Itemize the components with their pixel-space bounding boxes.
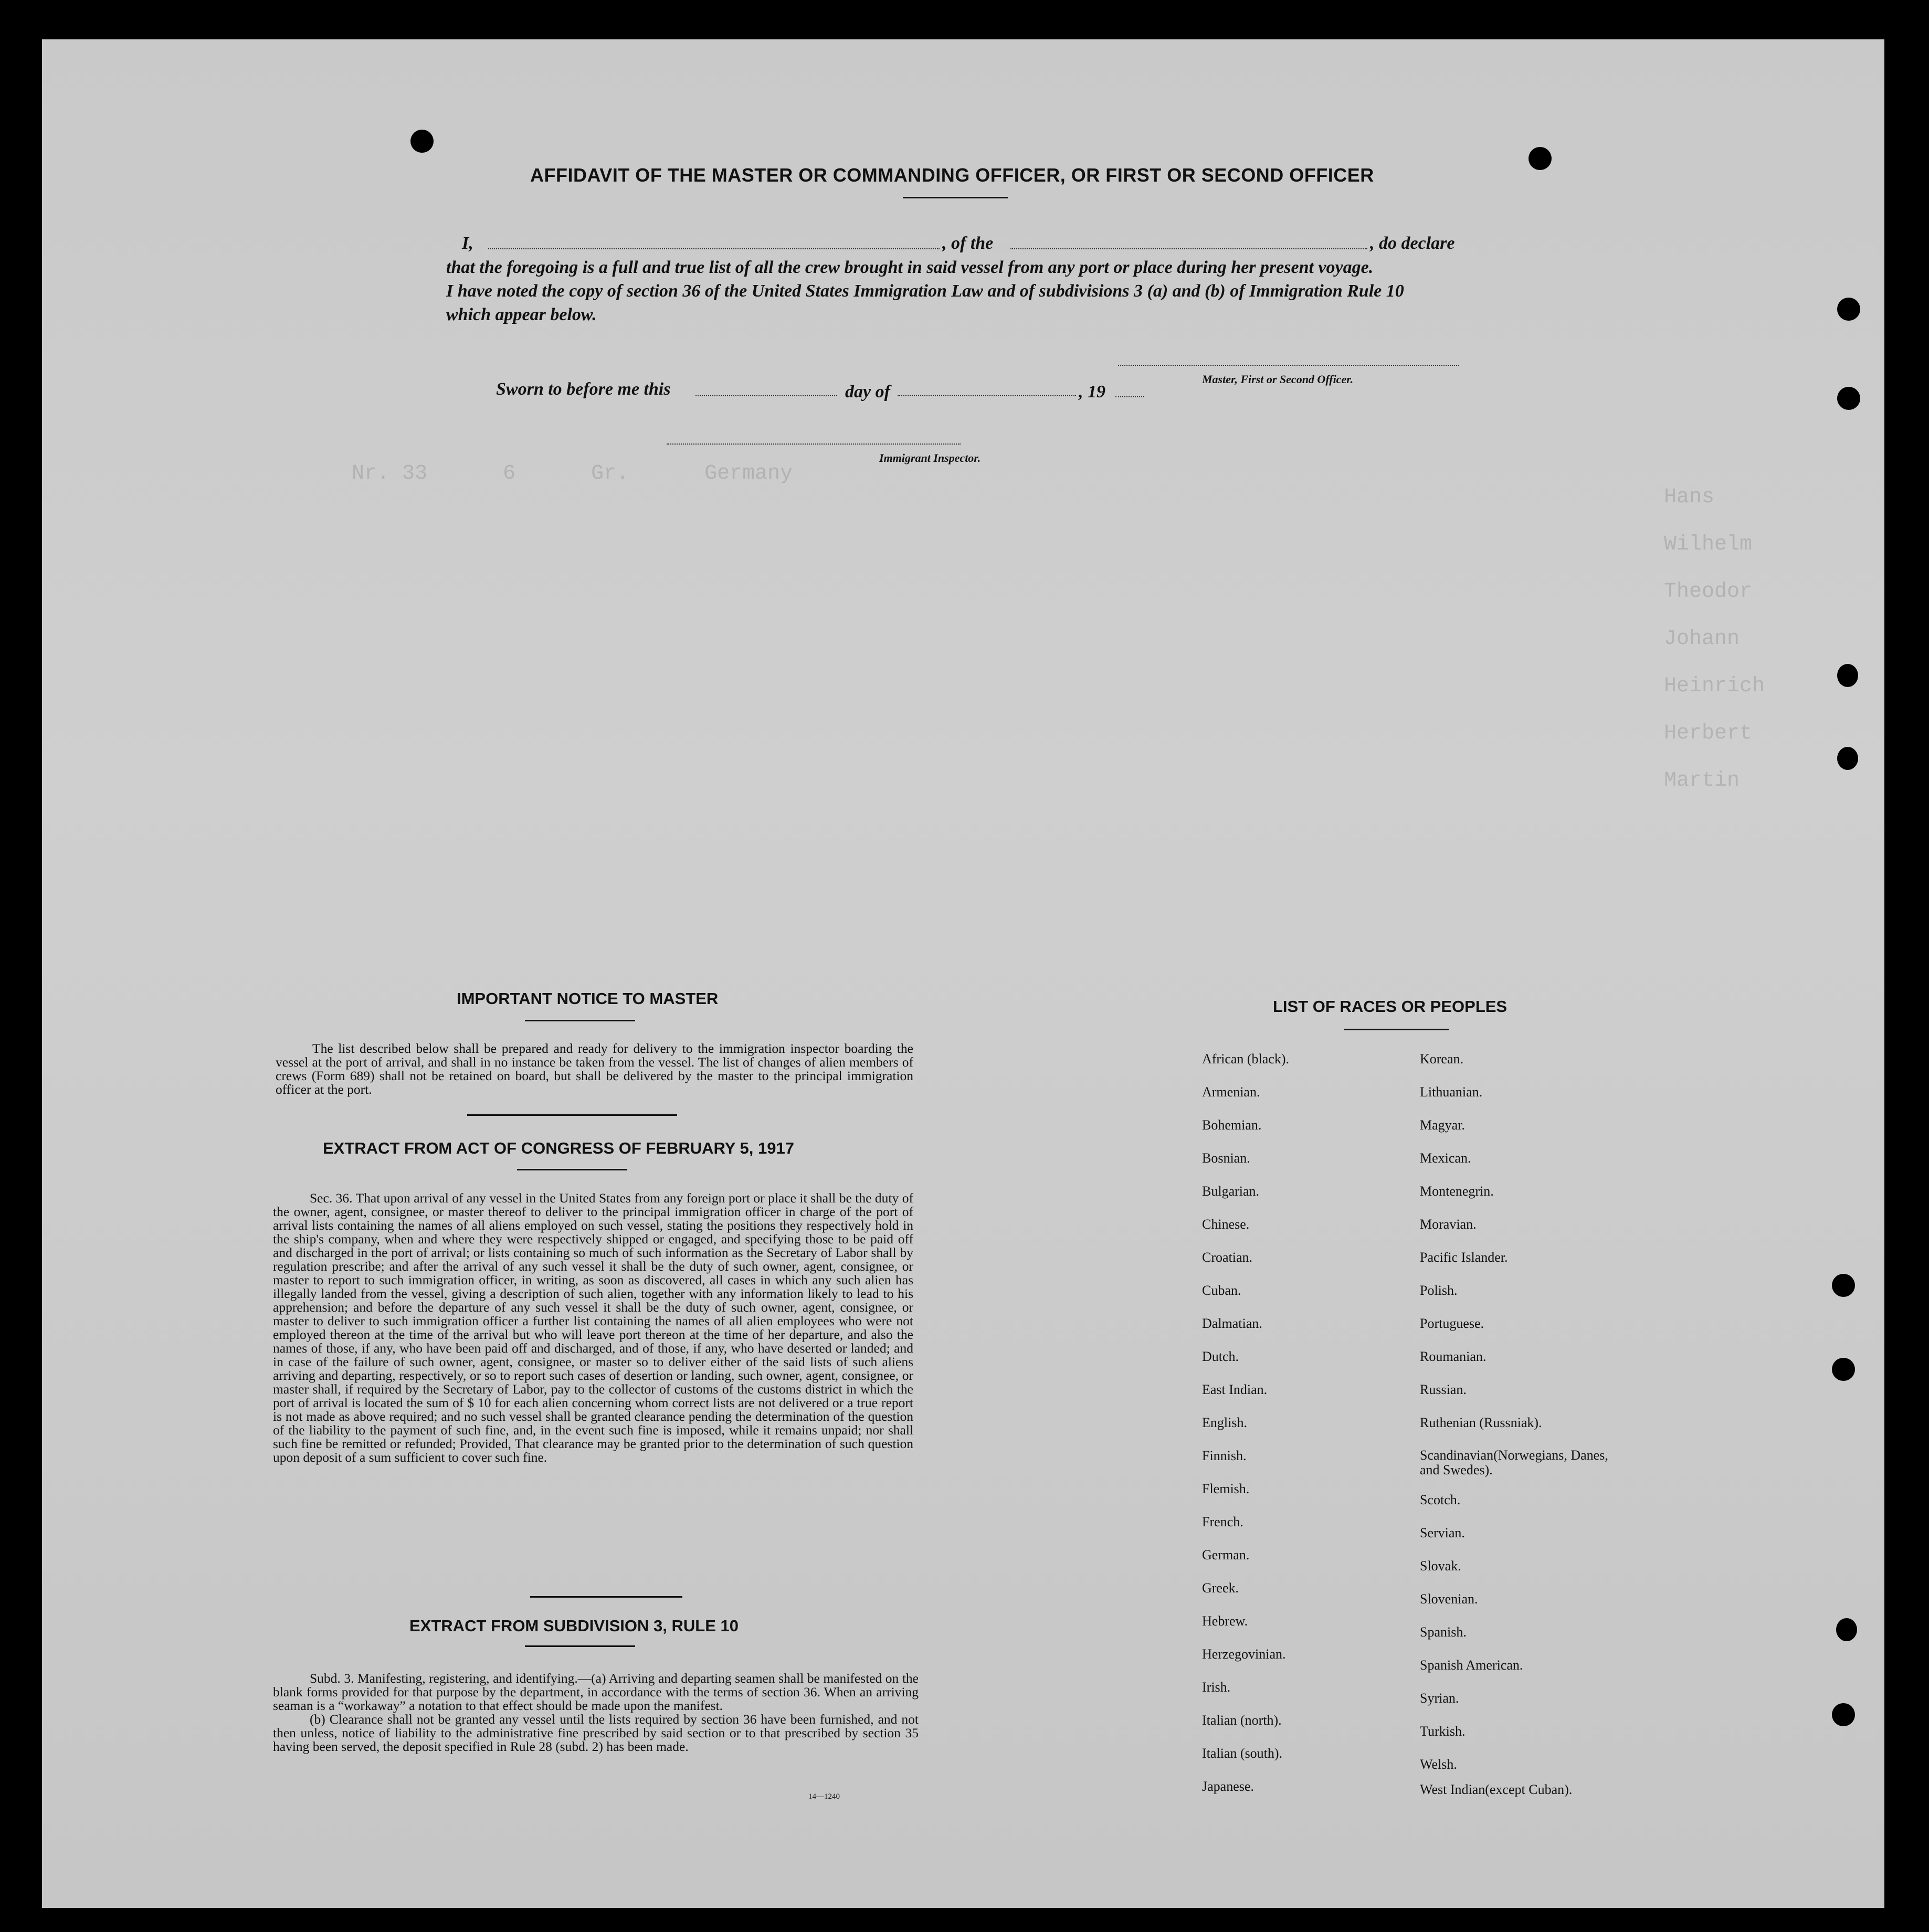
race-item: Lithuanian. [1420,1084,1483,1100]
punch-hole [1837,298,1860,321]
race-item: West Indian(except Cuban). [1420,1782,1573,1797]
race-item: Slovenian. [1420,1591,1478,1607]
punch-hole [1832,1358,1855,1381]
race-item: Polish. [1420,1283,1458,1298]
punch-hole [410,130,434,153]
race-item: Portuguese. [1420,1316,1484,1331]
race-item: Magyar. [1420,1117,1465,1133]
master-signature-line [1118,365,1459,366]
punch-hole [1837,747,1858,770]
race-item: Greek. [1202,1580,1239,1596]
race-item: African (black). [1202,1051,1290,1067]
vessel-blank [1010,248,1367,249]
act-body [273,1191,913,1464]
race-item: Mexican. [1420,1150,1471,1166]
race-item: Scandinavian(Norwegians, Danes, and Swedes). [1420,1448,1608,1477]
race-item: Servian. [1420,1525,1465,1540]
divider [525,1020,635,1021]
race-item: Herzegovinian. [1202,1646,1286,1662]
affidavit-title: AFFIDAVIT OF THE MASTER OR COMMANDING OFFICER, OR FIRST OR SECOND OFFICER [530,164,1374,186]
race-item: Cuban. [1202,1283,1241,1298]
race-item: Italian (south). [1202,1746,1283,1761]
affidavit-of-the-label: , of the [942,234,994,253]
divider [525,1645,635,1647]
affidavit-line-2: I have noted the copy of section 36 of the United States Immigration Law and of subdivisions 3 (a) and (b) of Immigration Rule 10 [446,281,1404,301]
affidavit-line-1: that the foregoing is a full and true list of all the crew brought in said vessel from any port or place during her present voyage. [446,258,1374,277]
name-blank [488,248,940,249]
race-item: Montenegrin. [1420,1184,1494,1199]
race-item: Spanish. [1420,1624,1467,1640]
master-caption: Master, First or Second Officer. [1202,373,1354,386]
race-item: Croatian. [1202,1250,1253,1265]
punch-hole [1529,147,1552,170]
punch-hole [1837,664,1858,687]
race-item: Moravian. [1420,1217,1477,1232]
divider [530,1596,682,1598]
manifest-page [42,39,1884,1908]
act-body-text: Sec. 36. That upon arrival of any vessel in the United States from any foreign port or place it shall be the duty of the owner, agent, consignee, or master thereof to deliver to the principal immigration officer in charge of the port of arrival lists containing the names of all aliens employed on such vessel, stating the positions they respectively hold in the ship's company, when and where they were respectively shipped or engaged, and specifying those to be paid off and discharged in the port of arrival; or lists containing so much of such information as the Secretary of Labor shall by regulation prescribe; and after the arrival of any such vessel it shall be the duty of such owner, agent, consignee, or master to report to such immigration officer, in writing, as soon as discovered, all cases in which any such alien has illegally landed from the vessel, giving a description of such alien, together with any information likely to lead to his apprehension; and before the departure of any such vessel it shall be the duty of such owner, agent, consignee, or master to deliver to such immigration officer a further list containing the names of all alien employees who were not employed thereon at the time of the arrival but who will leave port thereon at the time of her departure, and also the names of those, if any, who have been paid off and discharged, and of those, if any, who have deserted or landed; and in case of the failure of such owner, agent, consignee, or master so to deliver either of the said lists of such aliens arriving and departing, respectively, or so to report such cases of desertion or landing, such owner, agent, consignee, or master shall, if required by the Secretary of Labor, pay to the collector of customs of the customs district in which the port of arrival is located the sum of $ 10 for each alien concerning whom correct lists are not delivered or a true report is not made as above required; and no such vessel shall be granted clearance pending the determination of the question of the liability to the payment of such fine, and, in the event such fine is imposed, while it remains unpaid; nor shall such fine be remitted or refunded; Provided, That clearance may be granted prior to the determination of such question upon deposit of a sum sufficient to cover such fine. [273,1190,913,1465]
race-item: French. [1202,1514,1243,1529]
race-item: Hebrew. [1202,1613,1248,1629]
form-number: 14—1240 [808,1792,840,1801]
race-item: Turkish. [1420,1724,1466,1739]
race-item: Irish. [1202,1680,1231,1695]
race-item: Bohemian. [1202,1117,1262,1133]
inspector-signature-line [667,444,961,445]
punch-hole [1837,387,1860,410]
race-item: Syrian. [1420,1691,1459,1706]
race-item: Bosnian. [1202,1150,1250,1166]
affidavit-do-declare: , do declare [1370,234,1455,253]
day-of-label: day of [845,382,890,402]
race-item: Dutch. [1202,1349,1239,1364]
race-item: Pacific Islander. [1420,1250,1508,1265]
sworn-day-blank [695,395,837,396]
rule-para-b: (b) Clearance shall not be granted any vessel until the lists required by section 36 have been furnished, and not then unless, notice of liability to the administrative fine prescribed by said section or to that prescribed by section 35 having been served, the deposit specified in Rule 28 (subd. 2) has been made. [273,1712,919,1754]
divider [517,1169,627,1170]
race-item: Italian (north). [1202,1713,1282,1728]
race-item: Japanese. [1202,1779,1254,1794]
race-item: Bulgarian. [1202,1184,1260,1199]
race-item: Finnish. [1202,1448,1247,1463]
affidavit-i-label: I, [462,234,473,253]
notice-body [276,1042,913,1096]
races-heading: LIST OF RACES OR PEOPLES [1273,997,1508,1016]
sworn-month-blank [898,395,1076,396]
sworn-year-blank [1115,396,1144,397]
notice-body-text: The list described below shall be prepared and ready for delivery to the immigration inspector boarding the vessel at the port of arrival, and shall in no instance be taken from the vessel. The list of changes of alien members of crews (Form 689) shall not be retained on board, but shall be delivered by the master to the principal immigration officer at the port. [276,1041,913,1097]
act-heading: EXTRACT FROM ACT OF CONGRESS OF FEBRUARY 5, 1917 [323,1139,794,1157]
race-item: Korean. [1420,1051,1464,1067]
race-item: Roumanian. [1420,1349,1487,1364]
race-item: Flemish. [1202,1481,1250,1496]
rule-para-a: Subd. 3. Manifesting, registering, and identifying.—(a) Arriving and departing seamen shall be manifested on the blank forms provided for that purpose by the department, in accordance with the terms of section 36. When an arriving seaman is a “workaway” a notation to that effect should be made upon the manifest. [273,1671,919,1713]
bleed-through-text: Nr. 33 6 Gr. Germany Hans Wilhelm Theodor Johann Heinrich Herbert Martin [352,462,1765,793]
punch-hole [1836,1618,1857,1641]
rule-heading: EXTRACT FROM SUBDIVISION 3, RULE 10 [409,1617,739,1635]
rule-body [273,1672,919,1754]
inspector-caption: Immigrant Inspector. [879,451,981,464]
divider [1344,1029,1449,1030]
punch-hole [1832,1703,1855,1726]
punch-hole [1832,1274,1855,1297]
race-item: Chinese. [1202,1217,1250,1232]
affidavit-line-3: which appear below. [446,305,597,324]
race-item: English. [1202,1415,1247,1430]
race-item: Spanish American. [1420,1657,1523,1673]
race-item: Dalmatian. [1202,1316,1262,1331]
divider [467,1114,677,1116]
race-item: Russian. [1420,1382,1467,1397]
year-prefix: , 19 [1079,382,1105,402]
notice-heading: IMPORTANT NOTICE TO MASTER [457,989,719,1008]
race-item: Scotch. [1420,1492,1461,1507]
divider [903,197,1008,198]
race-item: East Indian. [1202,1382,1268,1397]
race-item: Slovak. [1420,1558,1461,1574]
sworn-label: Sworn to before me this [496,379,671,399]
race-item: Ruthenian (Russniak). [1420,1415,1542,1430]
race-item: German. [1202,1547,1250,1563]
race-item: Armenian. [1202,1084,1260,1100]
race-item: Welsh. [1420,1757,1457,1772]
